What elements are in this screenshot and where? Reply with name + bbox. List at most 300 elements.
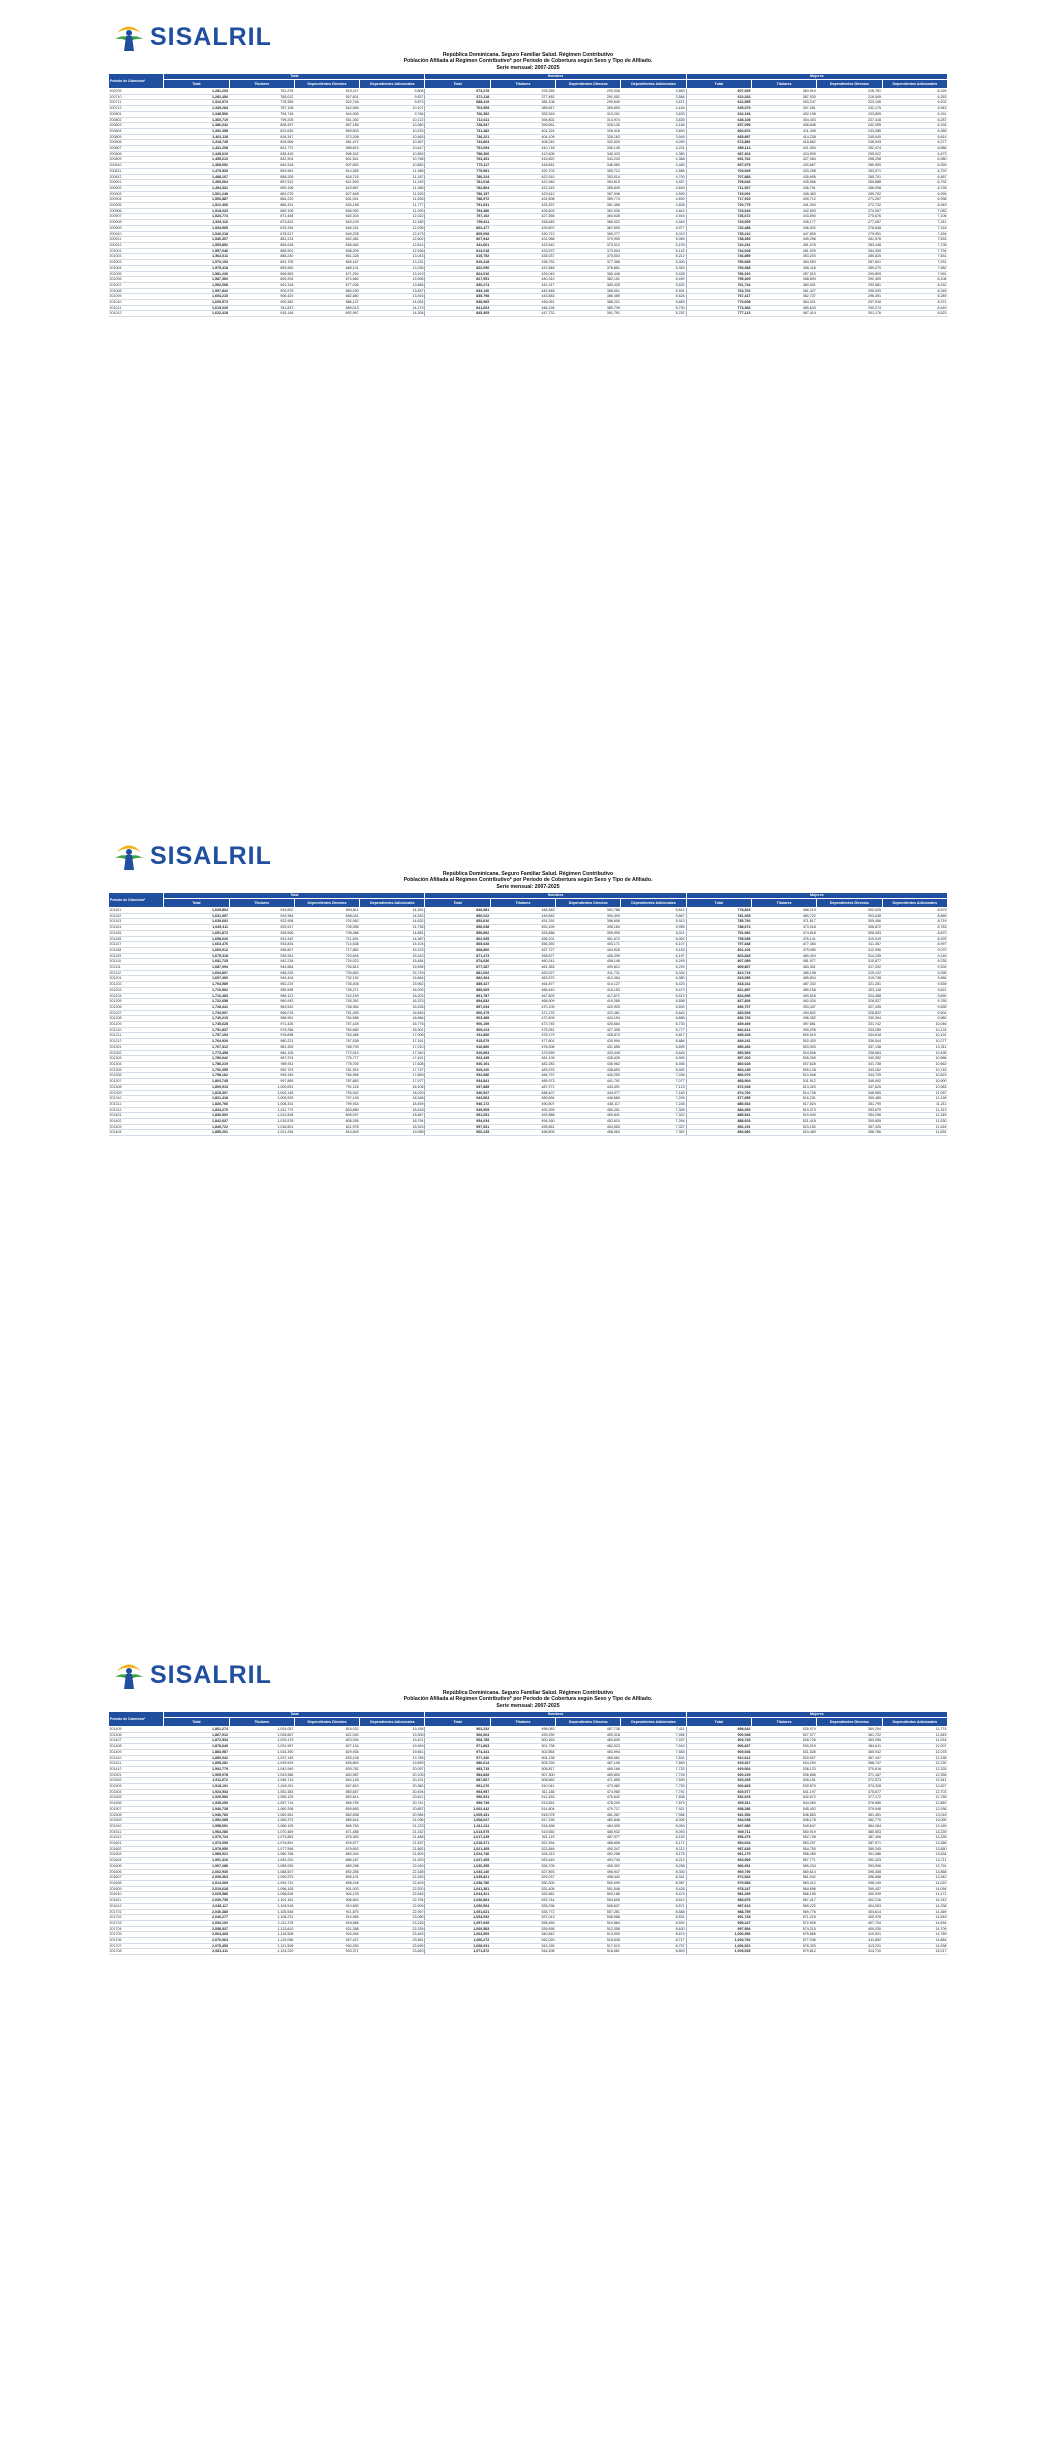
value-cell: 16,323 <box>360 999 425 1005</box>
value-cell: 421,946 <box>490 180 555 186</box>
period-cell: 201603 <box>109 1852 164 1858</box>
value-cell: 507,628 <box>751 1061 816 1067</box>
value-cell: 966,064 <box>425 1732 490 1738</box>
value-cell: 458,877 <box>490 953 555 959</box>
value-cell: 838,415 <box>229 151 294 157</box>
value-cell: 7,456 <box>621 1732 686 1738</box>
value-cell: 864,220 <box>229 197 294 203</box>
value-cell: 18,459 <box>360 1101 425 1107</box>
value-cell: 1,030,355 <box>425 1863 490 1869</box>
value-cell: 399,651 <box>490 123 555 129</box>
value-cell: 768,793 <box>294 1044 359 1050</box>
value-cell: 6,287 <box>882 117 947 123</box>
value-cell: 8,054 <box>621 1823 686 1829</box>
value-cell: 494,802 <box>751 1010 816 1016</box>
value-cell: 22,520 <box>360 1886 425 1892</box>
value-cell: 960,943 <box>229 999 294 1005</box>
value-cell: 1,751,837 <box>164 1027 229 1033</box>
value-cell: 9,690 <box>882 993 947 999</box>
value-cell: 997,954 <box>686 1926 751 1932</box>
value-cell: 763,451 <box>425 157 490 163</box>
value-cell: 382,770 <box>817 1818 882 1824</box>
value-cell: 397,261 <box>751 106 816 112</box>
value-cell: 391,791 <box>556 311 621 317</box>
value-cell: 15,962 <box>360 982 425 988</box>
value-cell: 7,264 <box>621 1119 686 1125</box>
value-cell: 778,355 <box>229 100 294 106</box>
value-cell: 5,532 <box>621 282 686 288</box>
period-cell: 201609 <box>109 1886 164 1892</box>
value-cell: 533,744 <box>490 1898 555 1904</box>
value-cell: 291,052 <box>556 94 621 100</box>
value-cell: 963,905 <box>686 1858 751 1864</box>
value-cell: 853,565 <box>686 1050 751 1056</box>
value-cell: 1,935,250 <box>164 1801 229 1807</box>
value-cell: 680,030 <box>294 288 359 294</box>
value-cell: 387,971 <box>817 1841 882 1847</box>
value-cell: 13,684 <box>360 282 425 288</box>
value-cell: 1,392,358 <box>164 128 229 134</box>
value-cell: 751,283 <box>294 1010 359 1016</box>
value-cell: 1,065,373 <box>229 1818 294 1824</box>
value-cell: 451,078 <box>751 242 816 248</box>
period-cell: 200802 <box>109 117 164 123</box>
value-cell: 1,978,950 <box>164 1846 229 1852</box>
value-cell: 431,968 <box>490 237 555 243</box>
value-cell: 947,080 <box>686 1823 751 1829</box>
value-cell: 295,029 <box>817 288 882 294</box>
value-cell: 401,224 <box>490 128 555 134</box>
value-cell: 474,980 <box>556 1789 621 1795</box>
value-cell: 485,198 <box>751 970 816 976</box>
value-cell: 1,071,872 <box>425 1949 490 1955</box>
value-cell: 392,423 <box>817 1858 882 1864</box>
value-cell: 474,618 <box>751 930 816 936</box>
value-cell: 248,943 <box>817 140 882 146</box>
value-cell: 1,757,194 <box>164 1033 229 1039</box>
value-cell: 533,007 <box>751 1755 816 1761</box>
value-cell: 939,281 <box>229 953 294 959</box>
value-cell: 489,694 <box>490 1096 555 1102</box>
value-cell: 326,418 <box>556 128 621 134</box>
value-cell: 327,435 <box>817 1004 882 1010</box>
value-cell: 21,662 <box>360 1846 425 1852</box>
value-cell: 1,973,005 <box>164 1841 229 1847</box>
value-cell: 919,384 <box>229 913 294 919</box>
value-cell: 529,037 <box>490 1875 555 1881</box>
value-cell: 492,888 <box>490 1113 555 1119</box>
period-cell: 201203 <box>109 987 164 993</box>
value-cell: 411,892 <box>817 1938 882 1944</box>
value-cell: 373,012 <box>556 242 621 248</box>
value-cell: 7,669 <box>621 1761 686 1767</box>
value-cell: 781,935 <box>686 913 751 919</box>
value-cell: 454,553 <box>556 1124 621 1130</box>
value-cell: 16,093 <box>360 987 425 993</box>
value-cell: 14,632 <box>360 919 425 925</box>
value-cell: 18,618 <box>360 1107 425 1113</box>
value-cell: 385,108 <box>490 100 555 106</box>
value-cell: 899,204 <box>229 277 294 283</box>
period-cell: 201308 <box>109 1084 164 1090</box>
value-cell: 19,899 <box>360 1761 425 1767</box>
period-cell: 201402 <box>109 1119 164 1125</box>
value-cell: 984,105 <box>229 1050 294 1056</box>
value-cell: 266,888 <box>817 180 882 186</box>
value-cell: 6,277 <box>882 140 947 146</box>
value-cell: 2,053,192 <box>164 1920 229 1926</box>
value-cell: 17,210 <box>360 1044 425 1050</box>
value-cell: 720,775 <box>686 203 751 209</box>
period-cell: 201305 <box>109 1067 164 1073</box>
value-cell: 395,308 <box>817 1869 882 1875</box>
value-cell: 419,365 <box>556 999 621 1005</box>
value-cell: 12,078 <box>882 1749 947 1755</box>
value-cell: 987,374 <box>229 1056 294 1062</box>
column-header-dependientes-adicionales: Dependientes Adicionales <box>360 899 425 908</box>
value-cell: 830,707 <box>686 1004 751 1010</box>
value-cell: 370,616 <box>817 1766 882 1772</box>
value-cell: 8,783 <box>882 925 947 931</box>
value-cell: 361,466 <box>556 203 621 209</box>
value-cell: 428,870 <box>556 1033 621 1039</box>
value-cell: 12,295 <box>360 225 425 231</box>
table-row <box>109 311 948 317</box>
value-cell: 391,086 <box>817 1852 882 1858</box>
period-cell: 200805 <box>109 134 164 140</box>
value-cell: 934,841 <box>425 1079 490 1085</box>
value-cell: 389,345 <box>817 1846 882 1852</box>
value-cell: 7,077 <box>621 1079 686 1085</box>
period-cell: 201212 <box>109 1039 164 1045</box>
period-cell: 201510 <box>109 1823 164 1829</box>
value-cell: 1,540,218 <box>164 231 229 237</box>
value-cell: 1,663,476 <box>164 942 229 948</box>
value-cell: 506,265 <box>751 1056 816 1062</box>
value-cell: 773,366 <box>686 305 751 311</box>
value-cell: 901,318 <box>229 282 294 288</box>
period-cell: 200907 <box>109 214 164 220</box>
value-cell: 510,041 <box>490 1784 555 1790</box>
value-cell: 711,527 <box>686 185 751 191</box>
value-cell: 6,614 <box>882 134 947 140</box>
value-cell: 6,423 <box>621 982 686 988</box>
value-cell: 13,419 <box>360 271 425 277</box>
value-cell: 623,857 <box>294 185 359 191</box>
value-cell: 503,186 <box>556 1892 621 1898</box>
value-cell: 6,586 <box>882 146 947 152</box>
column-header-total: Total <box>425 1718 490 1727</box>
value-cell: 413,231 <box>817 1943 882 1949</box>
value-cell: 914,966 <box>294 1915 359 1921</box>
value-cell: 274,057 <box>817 208 882 214</box>
value-cell: 357,946 <box>556 191 621 197</box>
value-cell: 765,012 <box>229 94 294 100</box>
value-cell: 308,493 <box>817 930 882 936</box>
value-cell: 12,814 <box>360 242 425 248</box>
value-cell: 16,546 <box>360 1010 425 1016</box>
value-cell: 983,715 <box>425 1766 490 1772</box>
value-cell: 642,154 <box>686 111 751 117</box>
value-cell: 6,513 <box>621 993 686 999</box>
value-cell: 1,861,274 <box>164 1727 229 1733</box>
value-cell: 726,672 <box>686 214 751 220</box>
value-cell: 463,570 <box>490 976 555 982</box>
value-cell: 14,549 <box>882 1915 947 1921</box>
value-cell: 10,311 <box>882 1044 947 1050</box>
value-cell: 4,944 <box>621 220 686 226</box>
value-cell: 8,997 <box>882 942 947 948</box>
period-cell: 201101 <box>109 908 164 914</box>
value-cell: 319,122 <box>817 970 882 976</box>
value-cell: 358,786 <box>817 1130 882 1136</box>
value-cell: 1,083,220 <box>229 1858 294 1864</box>
value-cell: 369,277 <box>556 231 621 237</box>
group-header-hombres: Hombres <box>425 893 686 899</box>
value-cell: 433,258 <box>751 168 816 174</box>
value-cell: 809,807 <box>686 965 751 971</box>
period-cell: 201306 <box>109 1073 164 1079</box>
group-header-mujeres: Mujeres <box>686 74 947 80</box>
value-cell: 420,929 <box>556 1004 621 1010</box>
value-cell: 21,332 <box>360 1829 425 1835</box>
value-cell: 421,054 <box>751 146 816 152</box>
value-cell: 3,583 <box>621 89 686 95</box>
value-cell: 425,684 <box>556 1022 621 1028</box>
value-cell: 906,420 <box>229 294 294 300</box>
value-cell: 799,611 <box>425 220 490 226</box>
value-cell: 1,119,056 <box>229 1938 294 1944</box>
value-cell: 1,546,307 <box>164 237 229 243</box>
value-cell: 8,175 <box>621 1852 686 1858</box>
value-cell: 999,739 <box>425 1801 490 1807</box>
period-cell: 201109 <box>109 953 164 959</box>
value-cell: 467,414 <box>751 311 816 317</box>
value-cell: 569,776 <box>751 1909 816 1915</box>
value-cell: 477,484 <box>751 942 816 948</box>
sisalril-emblem-icon <box>112 841 146 871</box>
value-cell: 22,909 <box>360 1903 425 1909</box>
value-cell: 1,722,658 <box>164 999 229 1005</box>
value-cell: 8,093 <box>621 1829 686 1835</box>
value-cell: 393,906 <box>817 1863 882 1869</box>
value-cell: 414,710 <box>817 1949 882 1955</box>
column-header-dependientes-directos: Dependientes Directos <box>817 1718 882 1727</box>
column-header-dependientes-adicionales: Dependientes Adicionales <box>360 80 425 89</box>
value-cell: 12,473 <box>360 231 425 237</box>
value-cell: 819,418 <box>425 260 490 266</box>
value-cell: 1,952,085 <box>164 1818 229 1824</box>
period-cell: 200901 <box>109 180 164 186</box>
value-cell: 6,730 <box>621 1022 686 1028</box>
value-cell: 5,943 <box>882 106 947 112</box>
value-cell: 995,247 <box>686 1920 751 1926</box>
value-cell: 846,981 <box>425 908 490 914</box>
value-cell: 5,591 <box>621 288 686 294</box>
value-cell: 422,510 <box>490 174 555 180</box>
value-cell: 1,905,078 <box>164 1772 229 1778</box>
column-header-dependientes-directos: Dependientes Directos <box>294 1718 359 1727</box>
value-cell: 11,313 <box>882 1107 947 1113</box>
value-cell: 6,487 <box>882 174 947 180</box>
value-cell: 7,991 <box>882 271 947 277</box>
value-cell: 1,562,611 <box>164 254 229 260</box>
value-cell: 23,695 <box>360 1943 425 1949</box>
value-cell: 2,046,277 <box>164 1915 229 1921</box>
value-cell: 400,939 <box>817 1892 882 1898</box>
value-cell: 7,542 <box>621 1744 686 1750</box>
column-header-total: Total <box>425 899 490 908</box>
value-cell: 7,533 <box>882 237 947 243</box>
value-cell: 1,008,047 <box>425 1818 490 1824</box>
value-cell: 14,789 <box>882 1932 947 1938</box>
value-cell: 8,300 <box>621 1869 686 1875</box>
value-cell: 9,835 <box>882 1004 947 1010</box>
value-cell: 672,118 <box>425 94 490 100</box>
value-cell: 4,090 <box>621 140 686 146</box>
value-cell: 781,018 <box>425 180 490 186</box>
value-cell: 447,805 <box>751 231 816 237</box>
value-cell: 717,915 <box>686 197 751 203</box>
period-cell: 201107 <box>109 942 164 948</box>
value-cell: 811,978 <box>294 1124 359 1130</box>
value-cell: 1,034,390 <box>229 1749 294 1755</box>
value-cell: 992,703 <box>229 1067 294 1073</box>
value-cell: 984,849 <box>425 1772 490 1778</box>
value-cell: 1,009,539 <box>686 1949 751 1955</box>
value-cell: 515,535 <box>556 1938 621 1944</box>
value-cell: 544,408 <box>490 1949 555 1955</box>
value-cell: 15,104 <box>360 942 425 948</box>
value-cell: 22,168 <box>360 1869 425 1875</box>
value-cell: 8,112 <box>621 1846 686 1852</box>
value-cell: 481,109 <box>490 1056 555 1062</box>
value-cell: 22,409 <box>360 1880 425 1886</box>
value-cell: 1,017,245 <box>425 1835 490 1841</box>
value-cell: 694,811 <box>294 908 359 914</box>
value-cell: 449,662 <box>490 913 555 919</box>
value-cell: 373,904 <box>556 248 621 254</box>
value-cell: 503,003 <box>751 1044 816 1050</box>
value-cell: 921,388 <box>294 1926 359 1932</box>
period-cell: 201110 <box>109 959 164 965</box>
value-cell: 906,824 <box>294 1898 359 1904</box>
value-cell: 453,203 <box>751 254 816 260</box>
value-cell: 746,859 <box>686 254 751 260</box>
value-cell: 860,028 <box>686 1061 751 1067</box>
value-cell: 13,043 <box>360 254 425 260</box>
value-cell: 1,587,360 <box>164 277 229 283</box>
brand-name: SISALRIL <box>150 1661 272 1689</box>
table-body <box>109 908 948 1136</box>
table-row <box>109 1130 948 1136</box>
value-cell: 1,703,589 <box>164 982 229 988</box>
value-cell: 481,977 <box>751 959 816 965</box>
value-cell: 987,613 <box>686 1903 751 1909</box>
value-cell: 4,166 <box>621 123 686 129</box>
value-cell: 949,905 <box>425 1107 490 1113</box>
value-cell: 13,090 <box>882 1818 947 1824</box>
value-cell: 17,161 <box>360 1039 425 1045</box>
report-heading <box>0 1690 1056 1709</box>
value-cell: 382,151 <box>556 277 621 283</box>
value-cell: 911,875 <box>294 1909 359 1915</box>
value-cell: 836,726 <box>686 1016 751 1022</box>
value-cell: 1,570,103 <box>164 260 229 266</box>
value-cell: 680,114 <box>686 146 751 152</box>
value-cell: 1,093,712 <box>229 1880 294 1886</box>
value-cell: 410,501 <box>817 1932 882 1938</box>
value-cell: 366,022 <box>556 220 621 226</box>
period-cell: 201605 <box>109 1863 164 1869</box>
report-subtitle: Población Afiliada al Régimen Contributivo* por Período de Cobertura según Sexo y Tipo de Afiliado. <box>403 1696 653 1703</box>
period-cell: 201506 <box>109 1801 164 1807</box>
value-cell: 601,541 <box>294 157 359 163</box>
value-cell: 539,595 <box>490 1926 555 1932</box>
value-cell: 14,179 <box>360 305 425 311</box>
value-cell: 1,557,046 <box>164 248 229 254</box>
column-header-titulares: Titulares <box>490 899 555 908</box>
value-cell: 981,309 <box>229 1044 294 1050</box>
value-cell: 464,321 <box>751 300 816 306</box>
value-cell: 904,125 <box>294 1892 359 1898</box>
value-cell: 1,013,575 <box>425 1829 490 1835</box>
value-cell: 445,061 <box>490 300 555 306</box>
value-cell: 5,812 <box>621 908 686 914</box>
period-cell: 201204 <box>109 993 164 999</box>
value-cell: 511,186 <box>490 1789 555 1795</box>
value-cell: 463,027 <box>490 970 555 976</box>
value-cell: 6,062 <box>621 936 686 942</box>
value-cell: 1,911,072 <box>164 1778 229 1784</box>
value-cell: 5,212 <box>621 254 686 260</box>
value-cell: 8,171 <box>621 1841 686 1847</box>
value-cell: 14,369 <box>882 1909 947 1915</box>
period-cell: 200902 <box>109 185 164 191</box>
value-cell: 8,152 <box>882 282 947 288</box>
value-cell: 394,802 <box>490 117 555 123</box>
value-cell: 272,732 <box>817 203 882 209</box>
period-cell: 201304 <box>109 1061 164 1067</box>
value-cell: 4,977 <box>621 225 686 231</box>
value-cell: 330,394 <box>817 1016 882 1022</box>
value-cell: 903,489 <box>425 1016 490 1022</box>
value-cell: 1,024,746 <box>425 1852 490 1858</box>
value-cell: 702,062 <box>294 919 359 925</box>
value-cell: 435,037 <box>490 254 555 260</box>
value-cell: 398,149 <box>817 1880 882 1886</box>
value-cell: 9,539 <box>882 982 947 988</box>
group-header-total: Total <box>164 74 425 80</box>
value-cell: 499,290 <box>490 1732 555 1738</box>
value-cell: 665,167 <box>294 260 359 266</box>
value-cell: 915,267 <box>686 1761 751 1767</box>
value-cell: 1,057,714 <box>229 1801 294 1807</box>
value-cell: 850,452 <box>686 1044 751 1050</box>
value-cell: 500,453 <box>490 1738 555 1744</box>
value-cell: 492,034 <box>751 999 816 1005</box>
value-cell: 10,768 <box>360 157 425 163</box>
value-cell: 22,645 <box>360 1892 425 1898</box>
value-cell: 12,185 <box>360 220 425 226</box>
value-cell: 469,166 <box>556 1766 621 1772</box>
value-cell: 310,201 <box>556 111 621 117</box>
value-cell: 502,864 <box>490 1749 555 1755</box>
value-cell: 15,484 <box>360 959 425 965</box>
value-cell: 260,909 <box>817 163 882 169</box>
value-cell: 11,211 <box>882 1101 947 1107</box>
value-cell: 736,221 <box>425 134 490 140</box>
